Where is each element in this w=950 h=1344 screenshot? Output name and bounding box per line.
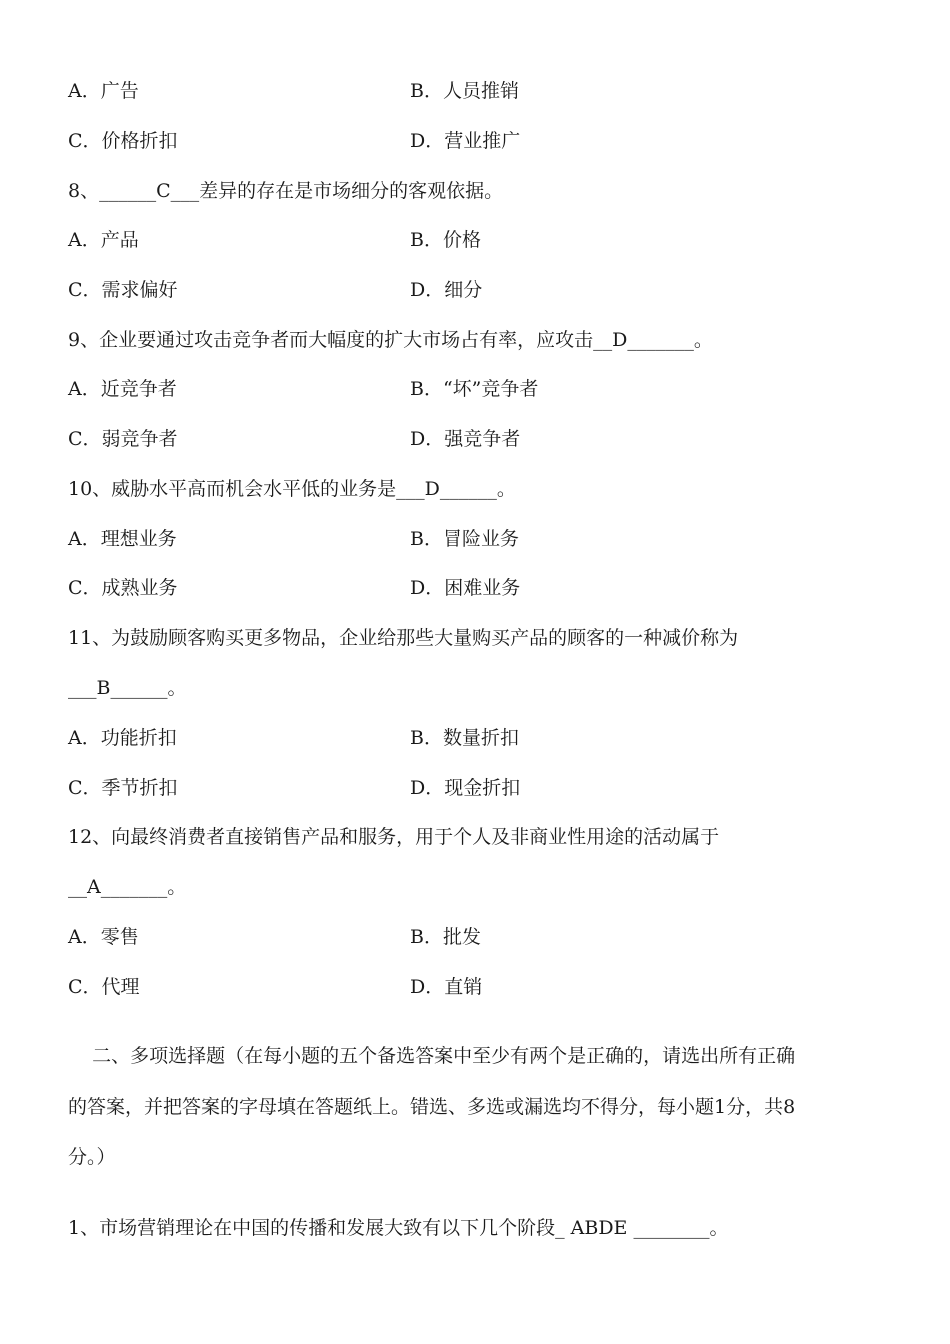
- q8-option-d: D．细分: [410, 279, 483, 301]
- q10-option-d: D．困难业务: [410, 577, 521, 599]
- q11-stem-line2: ___B______。: [68, 677, 187, 699]
- q12-stem-line1: 12、向最终消费者直接销售产品和服务，用于个人及非商业性用途的活动属于: [68, 826, 720, 848]
- q12-option-a: A．零售: [68, 926, 139, 948]
- q10-option-a: A．理想业务: [68, 528, 177, 550]
- q8-option-b: B．价格: [410, 229, 481, 251]
- section2-heading-line2: 的答案，并把答案的字母填在答题纸上。错选、多选或漏选均不得分，每小题1分，共8: [68, 1096, 796, 1118]
- q11-stem-line1: 11、为鼓励顾客购买更多物品，企业给那些大量购买产品的顾客的一种减价称为: [68, 627, 739, 649]
- q10-option-b: B．冒险业务: [410, 528, 519, 550]
- q7-option-b: B．人员推销: [410, 80, 519, 102]
- q8-option-a: A．产品: [68, 229, 139, 251]
- q10-option-c: C．成熟业务: [68, 577, 178, 599]
- q11-option-c: C．季节折扣: [68, 777, 178, 799]
- q12-option-c: C．代理: [68, 976, 140, 998]
- q7-option-d: D．营业推广: [410, 130, 521, 152]
- q11-option-b: B．数量折扣: [410, 727, 519, 749]
- mq1-stem: 1、市场营销理论在中国的传播和发展大致有以下几个阶段_ ABDE ________。: [68, 1217, 729, 1239]
- q9-option-c: C．弱竞争者: [68, 428, 178, 450]
- q11-option-d: D．现金折扣: [410, 777, 521, 799]
- q7-option-a: A．广告: [68, 80, 139, 102]
- q11-option-a: A．功能折扣: [68, 727, 177, 749]
- q12-stem-line2: __A_______。: [68, 876, 187, 898]
- section2-heading-line3: 分。）: [68, 1146, 116, 1168]
- q9-option-a: A．近竞争者: [68, 378, 177, 400]
- q7-option-c: C．价格折扣: [68, 130, 178, 152]
- section2-heading-line1: 二、多项选择题（在每小题的五个备选答案中至少有两个是正确的，请选出所有正确: [68, 1045, 796, 1067]
- q8-stem: 8、______C___差异的存在是市场细分的客观依据。: [68, 180, 504, 202]
- q9-stem: 9、企业要通过攻击竞争者而大幅度的扩大市场占有率，应攻击__D_______。: [68, 329, 713, 351]
- q10-stem: 10、威胁水平高而机会水平低的业务是___D______。: [68, 478, 516, 500]
- q9-option-b: B．“坏”竞争者: [410, 378, 539, 400]
- q8-option-c: C．需求偏好: [68, 279, 178, 301]
- q12-option-d: D．直销: [410, 976, 483, 998]
- q9-option-d: D．强竞争者: [410, 428, 521, 450]
- q12-option-b: B．批发: [410, 926, 481, 948]
